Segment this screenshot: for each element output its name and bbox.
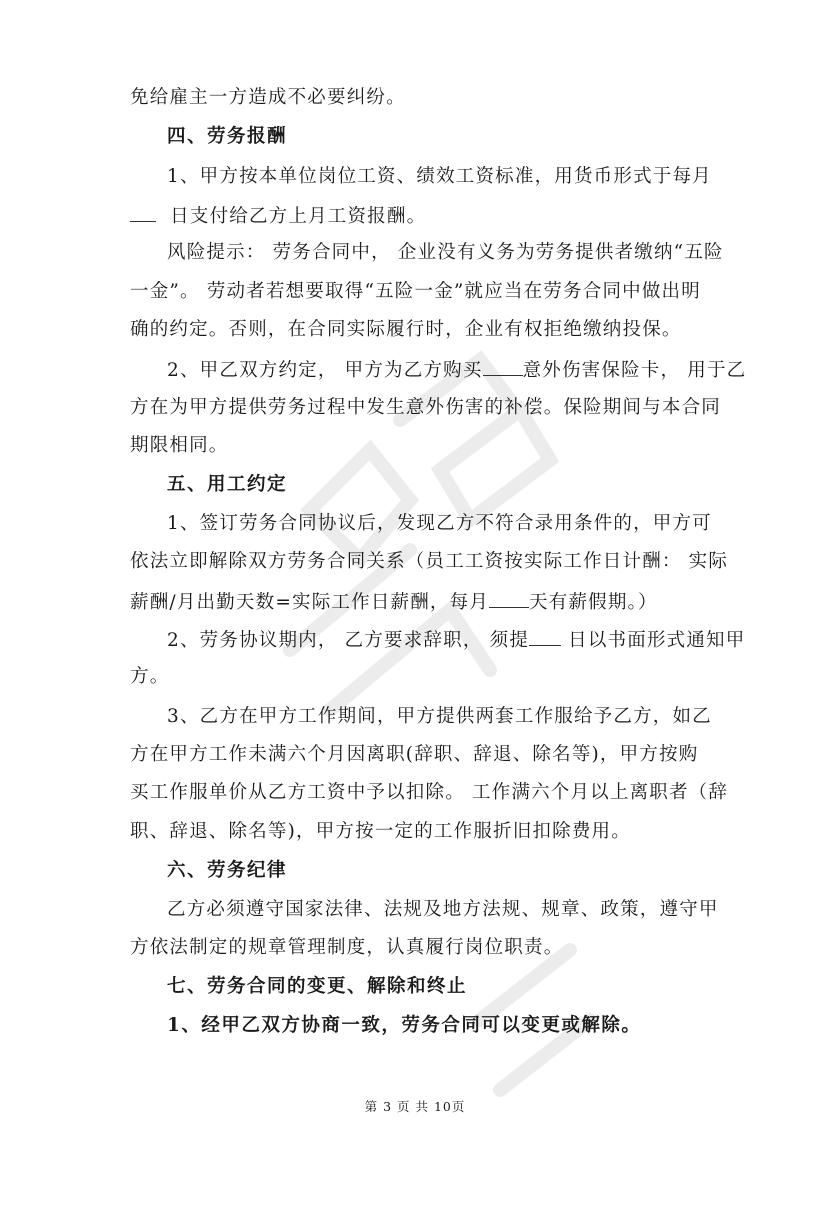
text-line: 方依法制定的规章管理制度，认真履行岗位职责。 xyxy=(130,937,564,958)
fill-blank xyxy=(483,357,523,376)
text-span: 意外伤害保险卡， 用于乙 xyxy=(522,360,747,381)
fill-blank xyxy=(130,203,156,222)
section-heading-6: 六、劳务纪律 xyxy=(167,860,288,881)
text-line: 方在甲方工作未满六个月因离职(辞职、辞退、除名等)，甲方按购 xyxy=(130,744,699,765)
text-line: 乙方必须遵守国家法律、法规及地方法规、规章、政策，遵守甲 xyxy=(167,899,719,920)
text-span: 2、劳务协议期内， 乙方要求辞职， 须提 xyxy=(167,630,530,651)
text-line: 免给雇主一方造成不必要纠纷。 xyxy=(130,87,406,108)
text-line: 职、辞退、除名等)，甲方按一定的工作服折旧扣除费用。 xyxy=(130,821,631,842)
watermark xyxy=(250,330,610,1230)
text-line: 依法立即解除双方劳务合同关系（员工工资按实际工作日计酬： 实际 xyxy=(130,551,729,572)
text-line: 方在为甲方提供劳务过程中发生意外伤害的补偿。保险期间与本合同 xyxy=(130,397,722,418)
text-line: 方。 xyxy=(130,666,170,687)
section-heading-5: 五、用工约定 xyxy=(167,474,288,495)
text-line-bold: 1、经甲乙双方协商一致，劳务合同可以变更或解除。 xyxy=(167,1015,642,1036)
text-span: 天有薪假期。） xyxy=(529,592,658,613)
page-footer: 第 3 页 共 10页 xyxy=(364,1099,466,1114)
fill-blank xyxy=(489,589,529,608)
text-line xyxy=(167,357,746,383)
text-line: 期限相同。 xyxy=(130,435,229,456)
fill-blank xyxy=(529,627,561,646)
text-line: 1、甲方按本单位岗位工资、绩效工资标准，用货币形式于每月 xyxy=(167,166,712,187)
text-line xyxy=(130,203,426,229)
text-span: 日支付给乙方上月工资报酬。 xyxy=(170,206,427,227)
text-line xyxy=(167,627,745,653)
risk-note-line: 风险提示： 劳务合同中， 企业没有义务为劳务提供者缴纳“五险 xyxy=(167,242,724,263)
risk-note-line: 一金”。 劳动者若想要取得“五险一金”就应当在劳务合同中做出明 xyxy=(130,281,701,302)
text-line xyxy=(130,589,658,615)
text-line: 1、签订劳务合同协议后，发现乙方不符合录用条件的，甲方可 xyxy=(167,513,712,534)
text-span: 薪酬/月出勤天数=实际工作日薪酬，每月 xyxy=(130,592,490,613)
risk-note-line: 确的约定。否则，在合同实际履行时，企业有权拒绝缴纳投保。 xyxy=(130,319,682,340)
section-heading-7: 七、劳务合同的变更、解除和终止 xyxy=(167,976,468,997)
text-span: 2、甲乙双方约定， 甲方为乙方购买 xyxy=(167,360,483,381)
text-line: 买工作服单价从乙方工资中予以扣除。 工作满六个月以上离职者（辞 xyxy=(130,782,729,803)
section-heading-4: 四、劳务报酬 xyxy=(167,126,288,147)
text-span: 日以书面形式通知甲 xyxy=(568,630,746,651)
text-line: 3、乙方在甲方工作期间，甲方提供两套工作服给予乙方，如乙 xyxy=(167,706,712,727)
